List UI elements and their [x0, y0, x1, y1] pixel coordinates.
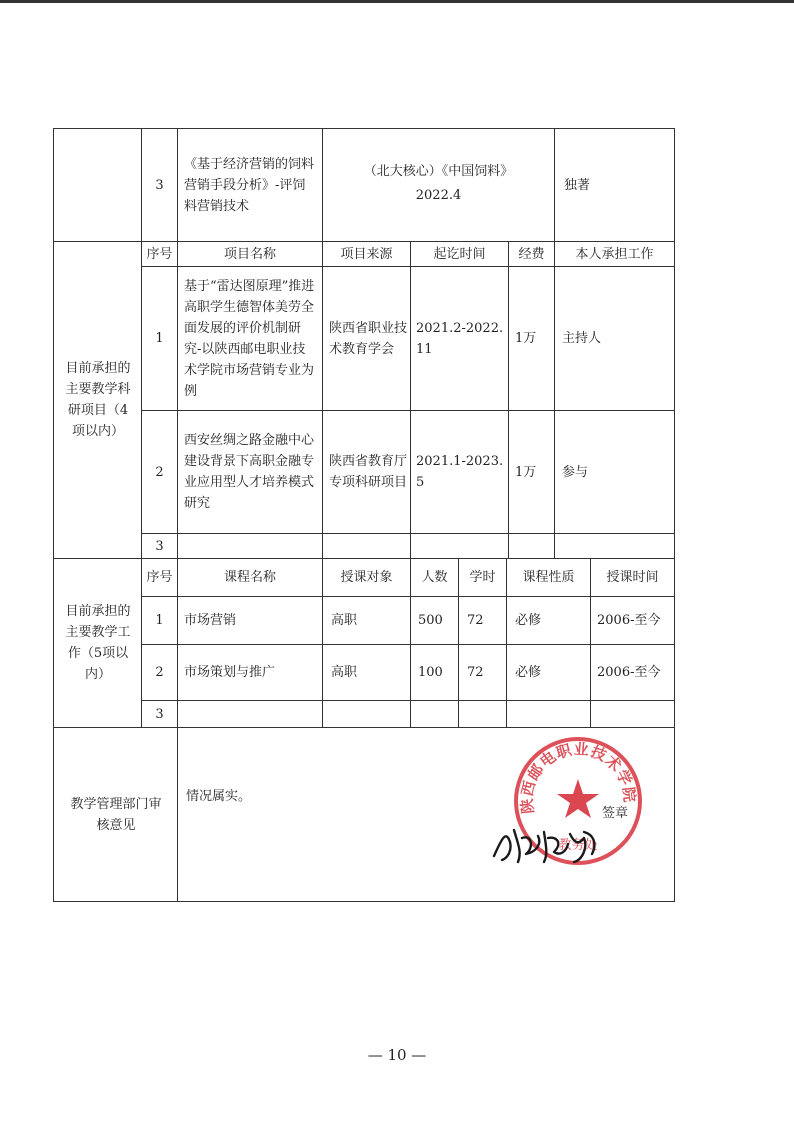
research-row-1-period: 2021.2-2022.11 — [416, 320, 504, 357]
research-row-1-role: 主持人 — [562, 331, 602, 346]
teaching-row-2-target: 高职 — [331, 665, 358, 680]
research-row-2-name: 西安丝绸之路金融中心建设背景下高职金融专业应用型人才培养模式研究 — [184, 433, 315, 511]
teaching-row-1-time: 2006-至今 — [597, 613, 661, 628]
research-row-1-seq: 1 — [155, 331, 164, 346]
teaching-row-2-count: 100 — [418, 665, 443, 680]
svg-text:陕西邮电职业技术学院: 陕西邮电职业技术学院 — [517, 739, 639, 815]
teaching-row-2-seq: 2 — [155, 665, 164, 680]
pub-date: 2022.4 — [415, 188, 462, 203]
research-row-2-funds: 1万 — [515, 464, 537, 480]
teaching-row-3-seq: 3 — [155, 706, 164, 722]
handwritten-signature — [488, 808, 608, 868]
teaching-row-2-course: 市场策划与推广 — [184, 665, 276, 680]
research-header-source: 项目来源 — [340, 246, 393, 262]
pub-journal-cell — [323, 160, 554, 208]
research-header-seq: 序号 — [146, 246, 173, 262]
teaching-row-1-count: 500 — [418, 613, 443, 628]
teaching-row-2-nature: 必修 — [515, 665, 542, 680]
review-label: 教学管理部门审核意见 — [70, 796, 162, 833]
research-row-2-source: 陕西省教育厅专项科研项目 — [329, 454, 408, 490]
page-top-border — [0, 0, 794, 3]
teaching-header-course: 课程名称 — [223, 570, 276, 585]
svg-text:教务处: 教务处 — [558, 838, 598, 853]
teaching-row-2-hours: 72 — [467, 665, 484, 680]
research-row-3-seq: 3 — [155, 538, 164, 554]
research-header-role: 本人承担工作 — [575, 246, 654, 262]
teaching-header-target: 授课对象 — [340, 570, 393, 585]
research-row-1-funds: 1万 — [515, 331, 537, 346]
teaching-header-seq: 序号 — [146, 570, 173, 585]
pub-title: 《基于经济营销的饲料营销手段分析》-评饲料营销技术 — [184, 156, 315, 214]
research-row-1-source: 陕西省职业技术教育学会 — [329, 320, 408, 357]
research-row-2-period: 2021.1-2023.5 — [416, 454, 504, 490]
research-row-2-role: 参与 — [562, 464, 589, 480]
pub-role: 独著 — [564, 177, 591, 193]
teaching-header-count: 人数 — [421, 570, 448, 585]
teaching-row-1-course: 市场营销 — [184, 613, 237, 628]
research-section-label: 目前承担的主要教学科研项目（4项以内） — [65, 361, 131, 439]
teaching-row-1-seq: 1 — [155, 613, 164, 628]
review-opinion: 情况属实。 — [186, 789, 252, 804]
page-number: — 10 — — [367, 1046, 427, 1064]
teaching-row-1-target: 高职 — [331, 613, 358, 628]
teaching-section-label: 目前承担的主要教学工作（5项以内） — [65, 604, 131, 682]
teaching-row-1-nature: 必修 — [515, 613, 542, 628]
teaching-header-hours: 学时 — [469, 570, 496, 585]
teaching-row-2-time: 2006-至今 — [597, 665, 661, 680]
teaching-header-time: 授课时间 — [606, 570, 659, 585]
research-row-1-name: 基于“雷达图原理”推进高职学生德智体美劳全面发展的评价机制研究-以陕西邮电职业技术学院市场营销专业为例 — [184, 278, 315, 399]
research-header-period: 起讫时间 — [433, 246, 486, 262]
research-row-2-seq: 2 — [155, 464, 164, 480]
research-header-funds: 经费 — [518, 246, 545, 262]
pub-journal: （北大核心）《中国饲料》 — [363, 164, 514, 179]
pub-seq: 3 — [155, 177, 164, 193]
sign-label: 签章 — [602, 806, 629, 821]
teaching-header-nature: 课程性质 — [522, 570, 575, 585]
research-header-name: 项目名称 — [223, 246, 276, 262]
teaching-row-1-hours: 72 — [467, 613, 484, 628]
